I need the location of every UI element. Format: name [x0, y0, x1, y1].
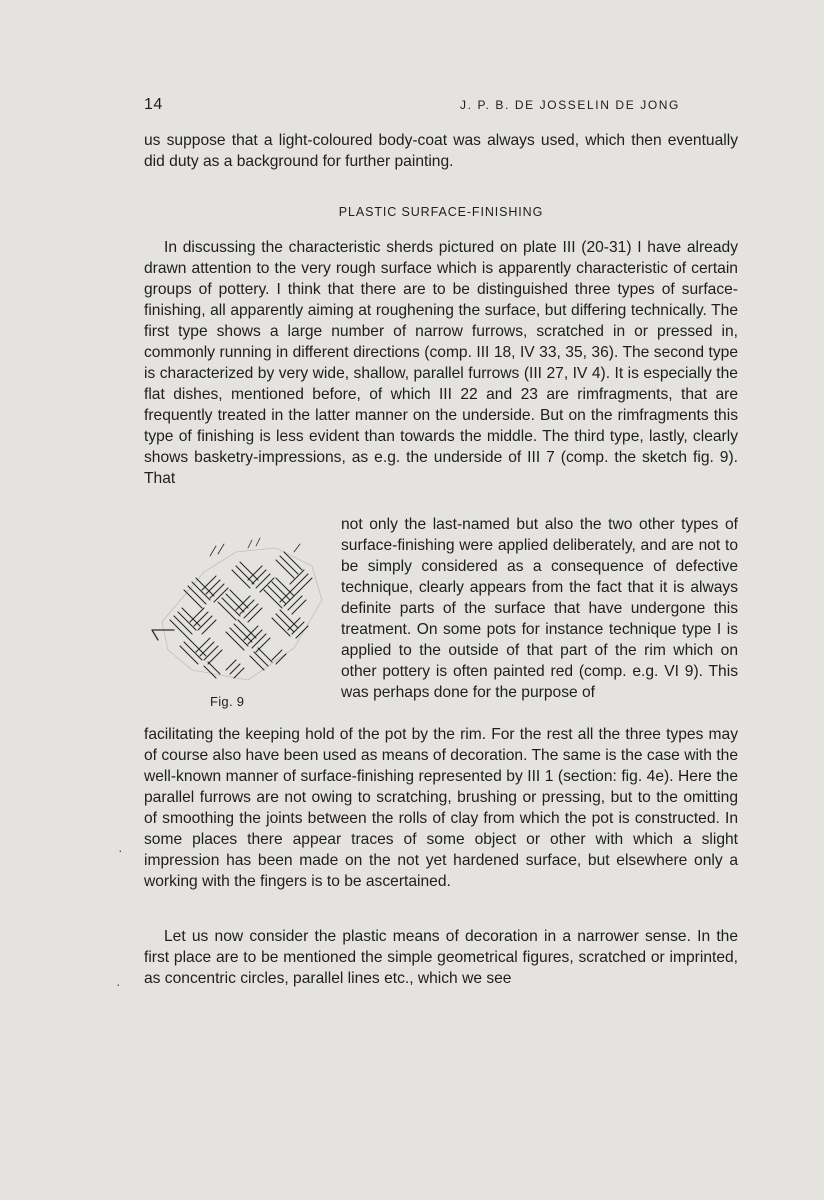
page-header: [144, 96, 738, 116]
running-head: J. P. B. DE JOSSELIN DE JONG: [460, 98, 680, 112]
paragraph-1-wrap-text: not only the last-named but also the two other types of surface-finishing were applied deliberately, and are not to be simply considered as a consequence of defective technique, clearly appears from the fact that it is always definite parts of the surface that have undergone this treatment. On some pots for instance technique type I is applied to the outside of that part of the rim which on other pottery is often painted red (comp. e.g. VI 9). This was perhaps done for the purpose of: [341, 516, 738, 701]
basketry-sketch-icon: [144, 530, 334, 690]
paragraph-2: [144, 926, 738, 989]
paragraph-1-end-text: facilitating the keeping hold of the pot by the rim. For the rest all the three types may of course also have been used as means of decoration. The same is the case with the well-known manner of surface-finishing represented by III 1 (section: fig. 4e). Here the parallel furrows are not owing to scratching, brushing or pressing, but to the omitting of smoothing the joints between the rolls of clay from which the pot is constructed. In some places there appear traces of some object or other with which a slight impression has been made on the not yet hardened surface, but elsewhere only a working with the fingers is to be ascertained.: [144, 726, 738, 890]
paragraph-2-text: Let us now consider the plastic means of decoration in a narrower sense. In the first place are to be mentioned the simple geometrical figures, scratched or imprinted, as concentric circles, parallel lines etc., which we see: [144, 928, 738, 987]
paragraph-1-start-text: In discussing the characteristic sherds pictured on plate III (20-31) I have already drawn attention to the very rough surface which is apparently characteristic of certain groups of pottery. I think that there are to be distinguished three types of surface-finishing, all apparently aiming at roughening the surface, but differing technically. The first type shows a large number of narrow furrows, scratched in or pressed in, commonly running in different directions (comp. III 18, IV 33, 35, 36). The second type is characterized by very wide, shallow, parallel furrows (III 27, IV 4). It is especially the flat dishes, mentioned before, of which III 22 and 23 are rimfragments, that are frequently treated in the latter manner on the underside. But on the rimfragments this type of finishing is less evident than towards the middle. The third type, lastly, clearly shows basketry-impressions, as e.g. the underside of III 7 (comp. the sketch fig. 9). That: [144, 239, 738, 487]
margin-speck: ·: [116, 976, 121, 992]
paragraph-1-wrap: [341, 514, 738, 703]
figure-9: [144, 520, 334, 720]
margin-speck: ·: [118, 842, 123, 858]
section-title: PLASTIC SURFACE-FINISHING: [338, 205, 544, 219]
paragraph-1-end: [144, 724, 738, 892]
page-number: 14: [144, 96, 163, 113]
figure-caption: Fig. 9: [210, 694, 245, 709]
paragraph-1-start: [144, 237, 738, 489]
intro-text: us suppose that a light-coloured body-coat was always used, which then eventually did duty as a background for further painting.: [144, 132, 738, 170]
intro-paragraph: [144, 130, 738, 172]
